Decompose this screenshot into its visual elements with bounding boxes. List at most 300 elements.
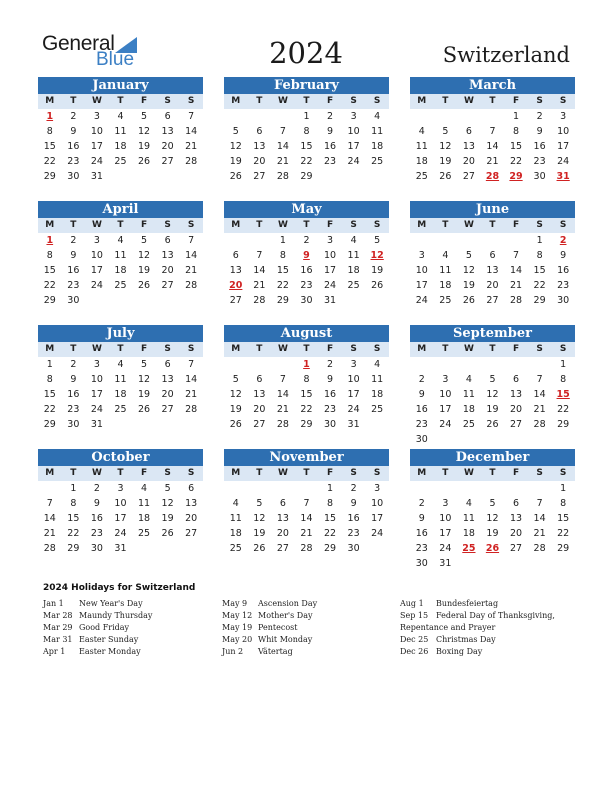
day: 16 xyxy=(557,265,570,276)
day: 1 xyxy=(327,483,334,494)
day: 7 xyxy=(279,374,286,385)
holiday-name: Boxing Day xyxy=(436,647,483,656)
day: 1 xyxy=(560,483,567,494)
day: 20 xyxy=(462,156,475,167)
logo xyxy=(42,32,142,72)
holiday-date: Dec 26 xyxy=(400,647,429,656)
day: 15 xyxy=(509,141,523,152)
empty-cell xyxy=(481,109,505,124)
empty-cell xyxy=(248,233,272,248)
holiday-row xyxy=(222,610,317,622)
day: 22 xyxy=(323,528,337,539)
day: 29 xyxy=(557,543,570,554)
day: 13 xyxy=(486,265,499,276)
day: 21 xyxy=(253,280,266,291)
day: 28 xyxy=(509,295,523,306)
day: 3 xyxy=(442,374,449,385)
day: 17 xyxy=(347,389,360,400)
day: 8 xyxy=(46,126,53,137)
weekday-label: W xyxy=(277,344,288,354)
month-april xyxy=(38,201,203,308)
day-grid xyxy=(410,481,575,571)
day: 19 xyxy=(462,280,475,291)
day: 20 xyxy=(509,528,523,539)
empty-cell xyxy=(434,109,458,124)
weekday-label: M xyxy=(417,220,427,230)
day: 6 xyxy=(188,483,195,494)
holiday-date: Aug 1 xyxy=(400,599,424,608)
holiday-name: Repentance and Prayer xyxy=(400,623,496,632)
day: 8 xyxy=(327,498,334,509)
holiday-row xyxy=(400,598,555,610)
weekday-label: W xyxy=(91,468,102,478)
holiday-row xyxy=(400,646,555,658)
day: 26 xyxy=(137,404,151,415)
weekday-label: S xyxy=(350,96,357,106)
day: 26 xyxy=(371,280,384,291)
day: 7 xyxy=(188,359,195,370)
day: 27 xyxy=(229,295,242,306)
day: 24 xyxy=(323,280,337,291)
day: 21 xyxy=(509,280,523,291)
day: 15 xyxy=(43,389,56,400)
holidays-column xyxy=(400,598,555,658)
day: 11 xyxy=(462,513,475,524)
day: 3 xyxy=(327,235,334,246)
weekday-label: T xyxy=(489,96,496,106)
day-grid xyxy=(410,233,575,308)
holiday-row xyxy=(222,622,317,634)
holiday-date: May 12 xyxy=(222,611,253,620)
empty-cell xyxy=(271,109,295,124)
day: 22 xyxy=(509,156,523,167)
day: 23 xyxy=(347,528,360,539)
weekday-label: M xyxy=(45,344,55,354)
day: 28 xyxy=(185,280,198,291)
day: 18 xyxy=(462,528,475,539)
weekday-label: M xyxy=(231,468,241,478)
month-march xyxy=(410,77,575,184)
weekday-header xyxy=(410,218,575,233)
day: 20 xyxy=(161,389,174,400)
month-name: November xyxy=(224,449,389,466)
day: 20 xyxy=(253,156,266,167)
day: 23 xyxy=(415,543,428,554)
day: 12 xyxy=(462,265,475,276)
month-name: March xyxy=(410,77,575,94)
empty-cell xyxy=(528,481,552,496)
weekday-header xyxy=(410,342,575,357)
day: 13 xyxy=(509,389,523,400)
weekday-header xyxy=(410,466,575,481)
day-grid xyxy=(224,109,389,184)
day: 27 xyxy=(161,404,174,415)
weekday-label: T xyxy=(70,220,77,230)
day: 5 xyxy=(374,235,381,246)
empty-cell xyxy=(410,357,434,372)
holiday-name: Mother's Day xyxy=(258,611,313,620)
empty-cell xyxy=(224,109,248,124)
day: 21 xyxy=(276,156,289,167)
day: 15 xyxy=(323,513,337,524)
day: 22 xyxy=(276,280,289,291)
day: 11 xyxy=(371,374,384,385)
month-name: February xyxy=(224,77,389,94)
day: 14 xyxy=(185,126,198,137)
day: 13 xyxy=(509,513,523,524)
weekday-label: T xyxy=(303,344,310,354)
day: 10 xyxy=(347,126,360,137)
day: 24 xyxy=(90,404,103,415)
holiday-row xyxy=(43,598,152,610)
holiday-name: Maundy Thursday xyxy=(79,611,153,620)
holiday-row xyxy=(222,598,317,610)
day: 5 xyxy=(141,235,148,246)
day: 13 xyxy=(185,498,198,509)
day: 21 xyxy=(185,141,198,152)
day: 8 xyxy=(303,126,310,137)
day: 30 xyxy=(347,543,360,554)
day: 18 xyxy=(347,265,360,276)
day: 27 xyxy=(253,419,266,430)
day: 25 xyxy=(439,295,452,306)
day: 3 xyxy=(442,498,449,509)
day: 4 xyxy=(117,359,124,370)
day: 22 xyxy=(43,156,56,167)
weekday-label: M xyxy=(231,220,241,230)
day: 23 xyxy=(557,280,570,291)
day: 16 xyxy=(415,528,428,539)
day: 7 xyxy=(279,126,286,137)
day: 25 xyxy=(229,543,242,554)
day: 17 xyxy=(439,404,452,415)
day: 8 xyxy=(46,374,53,385)
day: 6 xyxy=(513,498,520,509)
weekday-label: T xyxy=(442,220,449,230)
day: 17 xyxy=(114,513,127,524)
day: 11 xyxy=(229,513,242,524)
empty-cell xyxy=(248,481,272,496)
weekday-label: T xyxy=(489,220,496,230)
day: 26 xyxy=(137,280,151,291)
month-may xyxy=(224,201,389,308)
empty-cell xyxy=(457,233,481,248)
day: 10 xyxy=(90,126,103,137)
day: 4 xyxy=(350,235,357,246)
holiday-date: May 19 xyxy=(222,623,253,632)
holiday-name: Easter Monday xyxy=(79,647,141,656)
day: 15 xyxy=(276,265,289,276)
day: 19 xyxy=(137,141,151,152)
day: 7 xyxy=(536,374,543,385)
day: 21 xyxy=(300,528,313,539)
day: 30 xyxy=(533,171,546,182)
day: 20 xyxy=(276,528,289,539)
weekday-label: F xyxy=(512,96,520,106)
day: 15 xyxy=(43,141,56,152)
day: 31 xyxy=(90,419,103,430)
day: 2 xyxy=(327,359,334,370)
day: 27 xyxy=(253,171,266,182)
day: 11 xyxy=(415,141,428,152)
day: 3 xyxy=(93,359,100,370)
day: 5 xyxy=(256,498,263,509)
day: 17 xyxy=(347,141,360,152)
day: 5 xyxy=(141,359,148,370)
day-grid xyxy=(410,357,575,447)
holiday-name: New Year's Day xyxy=(79,599,143,608)
weekday-label: T xyxy=(70,96,77,106)
day: 7 xyxy=(188,111,195,122)
day: 3 xyxy=(93,111,100,122)
month-name: April xyxy=(38,201,203,218)
day: 24 xyxy=(371,528,384,539)
day: 31 xyxy=(90,171,103,182)
weekday-label: T xyxy=(303,468,310,478)
day: 18 xyxy=(114,141,127,152)
day: 14 xyxy=(185,374,198,385)
day: 5 xyxy=(442,126,449,137)
day: 15 xyxy=(300,389,313,400)
day: 31 xyxy=(323,295,337,306)
day: 24 xyxy=(347,156,360,167)
weekday-label: M xyxy=(45,220,55,230)
month-february xyxy=(224,77,389,184)
weekday-label: M xyxy=(417,96,427,106)
day: 20 xyxy=(509,404,523,415)
day: 27 xyxy=(509,419,523,430)
day: 31 xyxy=(114,543,127,554)
day: 7 xyxy=(256,250,263,261)
day: 4 xyxy=(374,359,381,370)
day: 5 xyxy=(141,111,148,122)
day: 11 xyxy=(439,265,452,276)
day: 30 xyxy=(67,419,80,430)
day: 9 xyxy=(560,250,567,261)
weekday-header xyxy=(410,94,575,109)
holiday-date: Mar 29 xyxy=(43,623,73,632)
weekday-label: W xyxy=(277,468,288,478)
weekday-header xyxy=(224,466,389,481)
day: 21 xyxy=(185,265,198,276)
weekday-label: F xyxy=(326,468,334,478)
day: 6 xyxy=(256,374,263,385)
day: 8 xyxy=(303,374,310,385)
day: 2 xyxy=(418,374,425,385)
weekday-label: M xyxy=(45,468,55,478)
day: 3 xyxy=(374,483,381,494)
day: 3 xyxy=(418,250,425,261)
weekday-label: S xyxy=(187,96,195,106)
empty-cell xyxy=(457,109,481,124)
holiday-date: Mar 28 xyxy=(43,611,73,620)
weekday-label: F xyxy=(140,96,148,106)
day-grid xyxy=(38,481,203,556)
logo-general-text: General xyxy=(42,32,115,55)
day: 2 xyxy=(418,498,425,509)
day: 30 xyxy=(323,419,337,430)
weekday-label: M xyxy=(417,468,427,478)
day: 25 xyxy=(347,280,360,291)
day: 22 xyxy=(67,528,80,539)
day: 17 xyxy=(557,141,570,152)
weekday-header xyxy=(38,94,203,109)
day: 16 xyxy=(323,141,337,152)
day: 19 xyxy=(137,389,151,400)
holiday-row xyxy=(43,646,152,658)
month-name: January xyxy=(38,77,203,94)
day: 22 xyxy=(557,528,570,539)
empty-cell xyxy=(504,233,528,248)
holiday-row xyxy=(222,634,317,646)
day: 5 xyxy=(232,126,239,137)
day: 17 xyxy=(90,265,103,276)
holiday-day: 26 xyxy=(485,543,500,554)
weekday-label: T xyxy=(256,468,263,478)
day: 19 xyxy=(486,528,499,539)
day: 18 xyxy=(137,513,151,524)
weekday-label: T xyxy=(70,468,77,478)
day: 29 xyxy=(43,171,56,182)
day: 2 xyxy=(350,483,357,494)
month-january xyxy=(38,77,203,184)
weekday-label: S xyxy=(559,220,567,230)
weekday-label: S xyxy=(350,468,357,478)
day: 10 xyxy=(323,250,337,261)
weekday-label: T xyxy=(256,344,263,354)
day: 7 xyxy=(489,126,496,137)
day: 18 xyxy=(462,404,475,415)
day: 7 xyxy=(303,498,310,509)
day: 7 xyxy=(536,498,543,509)
day: 17 xyxy=(371,513,384,524)
day: 24 xyxy=(439,419,452,430)
holiday-day: 25 xyxy=(462,543,476,554)
day: 26 xyxy=(462,295,475,306)
day: 17 xyxy=(439,528,452,539)
day: 15 xyxy=(67,513,80,524)
day: 17 xyxy=(415,280,428,291)
holiday-day: 1 xyxy=(46,111,54,122)
day: 3 xyxy=(350,111,357,122)
day: 25 xyxy=(114,280,127,291)
day: 7 xyxy=(46,498,53,509)
day: 8 xyxy=(560,374,567,385)
day: 17 xyxy=(90,141,103,152)
day: 15 xyxy=(300,141,313,152)
day: 28 xyxy=(533,419,546,430)
weekday-label: S xyxy=(536,468,543,478)
weekday-label: M xyxy=(231,96,241,106)
day: 10 xyxy=(90,374,103,385)
empty-cell xyxy=(481,357,505,372)
day: 5 xyxy=(164,483,171,494)
day: 12 xyxy=(439,141,452,152)
day-grid xyxy=(38,109,203,184)
weekday-label: T xyxy=(70,344,77,354)
day: 29 xyxy=(300,419,313,430)
day: 4 xyxy=(465,498,472,509)
empty-cell xyxy=(410,233,434,248)
day: 12 xyxy=(253,513,266,524)
day: 13 xyxy=(462,141,475,152)
day: 25 xyxy=(371,404,384,415)
weekday-label: S xyxy=(536,220,543,230)
holiday-row xyxy=(43,610,152,622)
day-grid xyxy=(224,481,389,556)
day: 30 xyxy=(300,295,313,306)
day: 14 xyxy=(533,513,546,524)
month-october xyxy=(38,449,203,556)
day: 13 xyxy=(253,389,266,400)
weekday-label: S xyxy=(350,344,357,354)
day: 4 xyxy=(141,483,148,494)
weekday-label: F xyxy=(326,220,334,230)
day: 24 xyxy=(90,280,103,291)
day: 16 xyxy=(323,389,337,400)
weekday-label: F xyxy=(326,96,334,106)
holiday-row xyxy=(222,646,317,658)
day: 24 xyxy=(347,404,360,415)
day: 9 xyxy=(70,374,77,385)
day: 12 xyxy=(161,498,174,509)
day: 11 xyxy=(371,126,384,137)
holiday-name: Easter Sunday xyxy=(79,635,139,644)
day: 10 xyxy=(371,498,384,509)
weekday-label: S xyxy=(187,344,195,354)
weekday-label: W xyxy=(91,96,102,106)
weekday-label: T xyxy=(442,344,449,354)
day: 6 xyxy=(279,498,286,509)
day: 6 xyxy=(232,250,239,261)
day-grid xyxy=(224,233,389,308)
day: 29 xyxy=(67,543,80,554)
weekday-header xyxy=(224,218,389,233)
holiday-row xyxy=(43,622,152,634)
empty-cell xyxy=(434,233,458,248)
day: 30 xyxy=(67,171,80,182)
day: 21 xyxy=(486,156,499,167)
holiday-name: Pentecost xyxy=(258,623,298,632)
day: 2 xyxy=(536,111,543,122)
weekday-label: S xyxy=(187,220,195,230)
day: 31 xyxy=(347,419,360,430)
day: 5 xyxy=(465,250,472,261)
day: 26 xyxy=(137,156,151,167)
holiday-day: 12 xyxy=(370,250,384,261)
day: 22 xyxy=(300,404,313,415)
holiday-date: Jun 2 xyxy=(222,647,244,656)
empty-cell xyxy=(528,357,552,372)
day: 4 xyxy=(117,111,124,122)
day: 1 xyxy=(70,483,77,494)
month-name: May xyxy=(224,201,389,218)
day: 13 xyxy=(229,265,242,276)
weekday-header xyxy=(224,342,389,357)
day: 28 xyxy=(533,543,546,554)
day: 16 xyxy=(533,141,546,152)
day: 8 xyxy=(279,250,286,261)
holiday-day: 28 xyxy=(485,171,500,182)
day: 21 xyxy=(533,528,546,539)
day: 10 xyxy=(557,126,570,137)
day: 20 xyxy=(253,404,266,415)
day: 26 xyxy=(229,171,242,182)
empty-cell xyxy=(504,481,528,496)
holiday-row xyxy=(400,634,555,646)
day: 13 xyxy=(276,513,289,524)
day: 18 xyxy=(114,265,127,276)
